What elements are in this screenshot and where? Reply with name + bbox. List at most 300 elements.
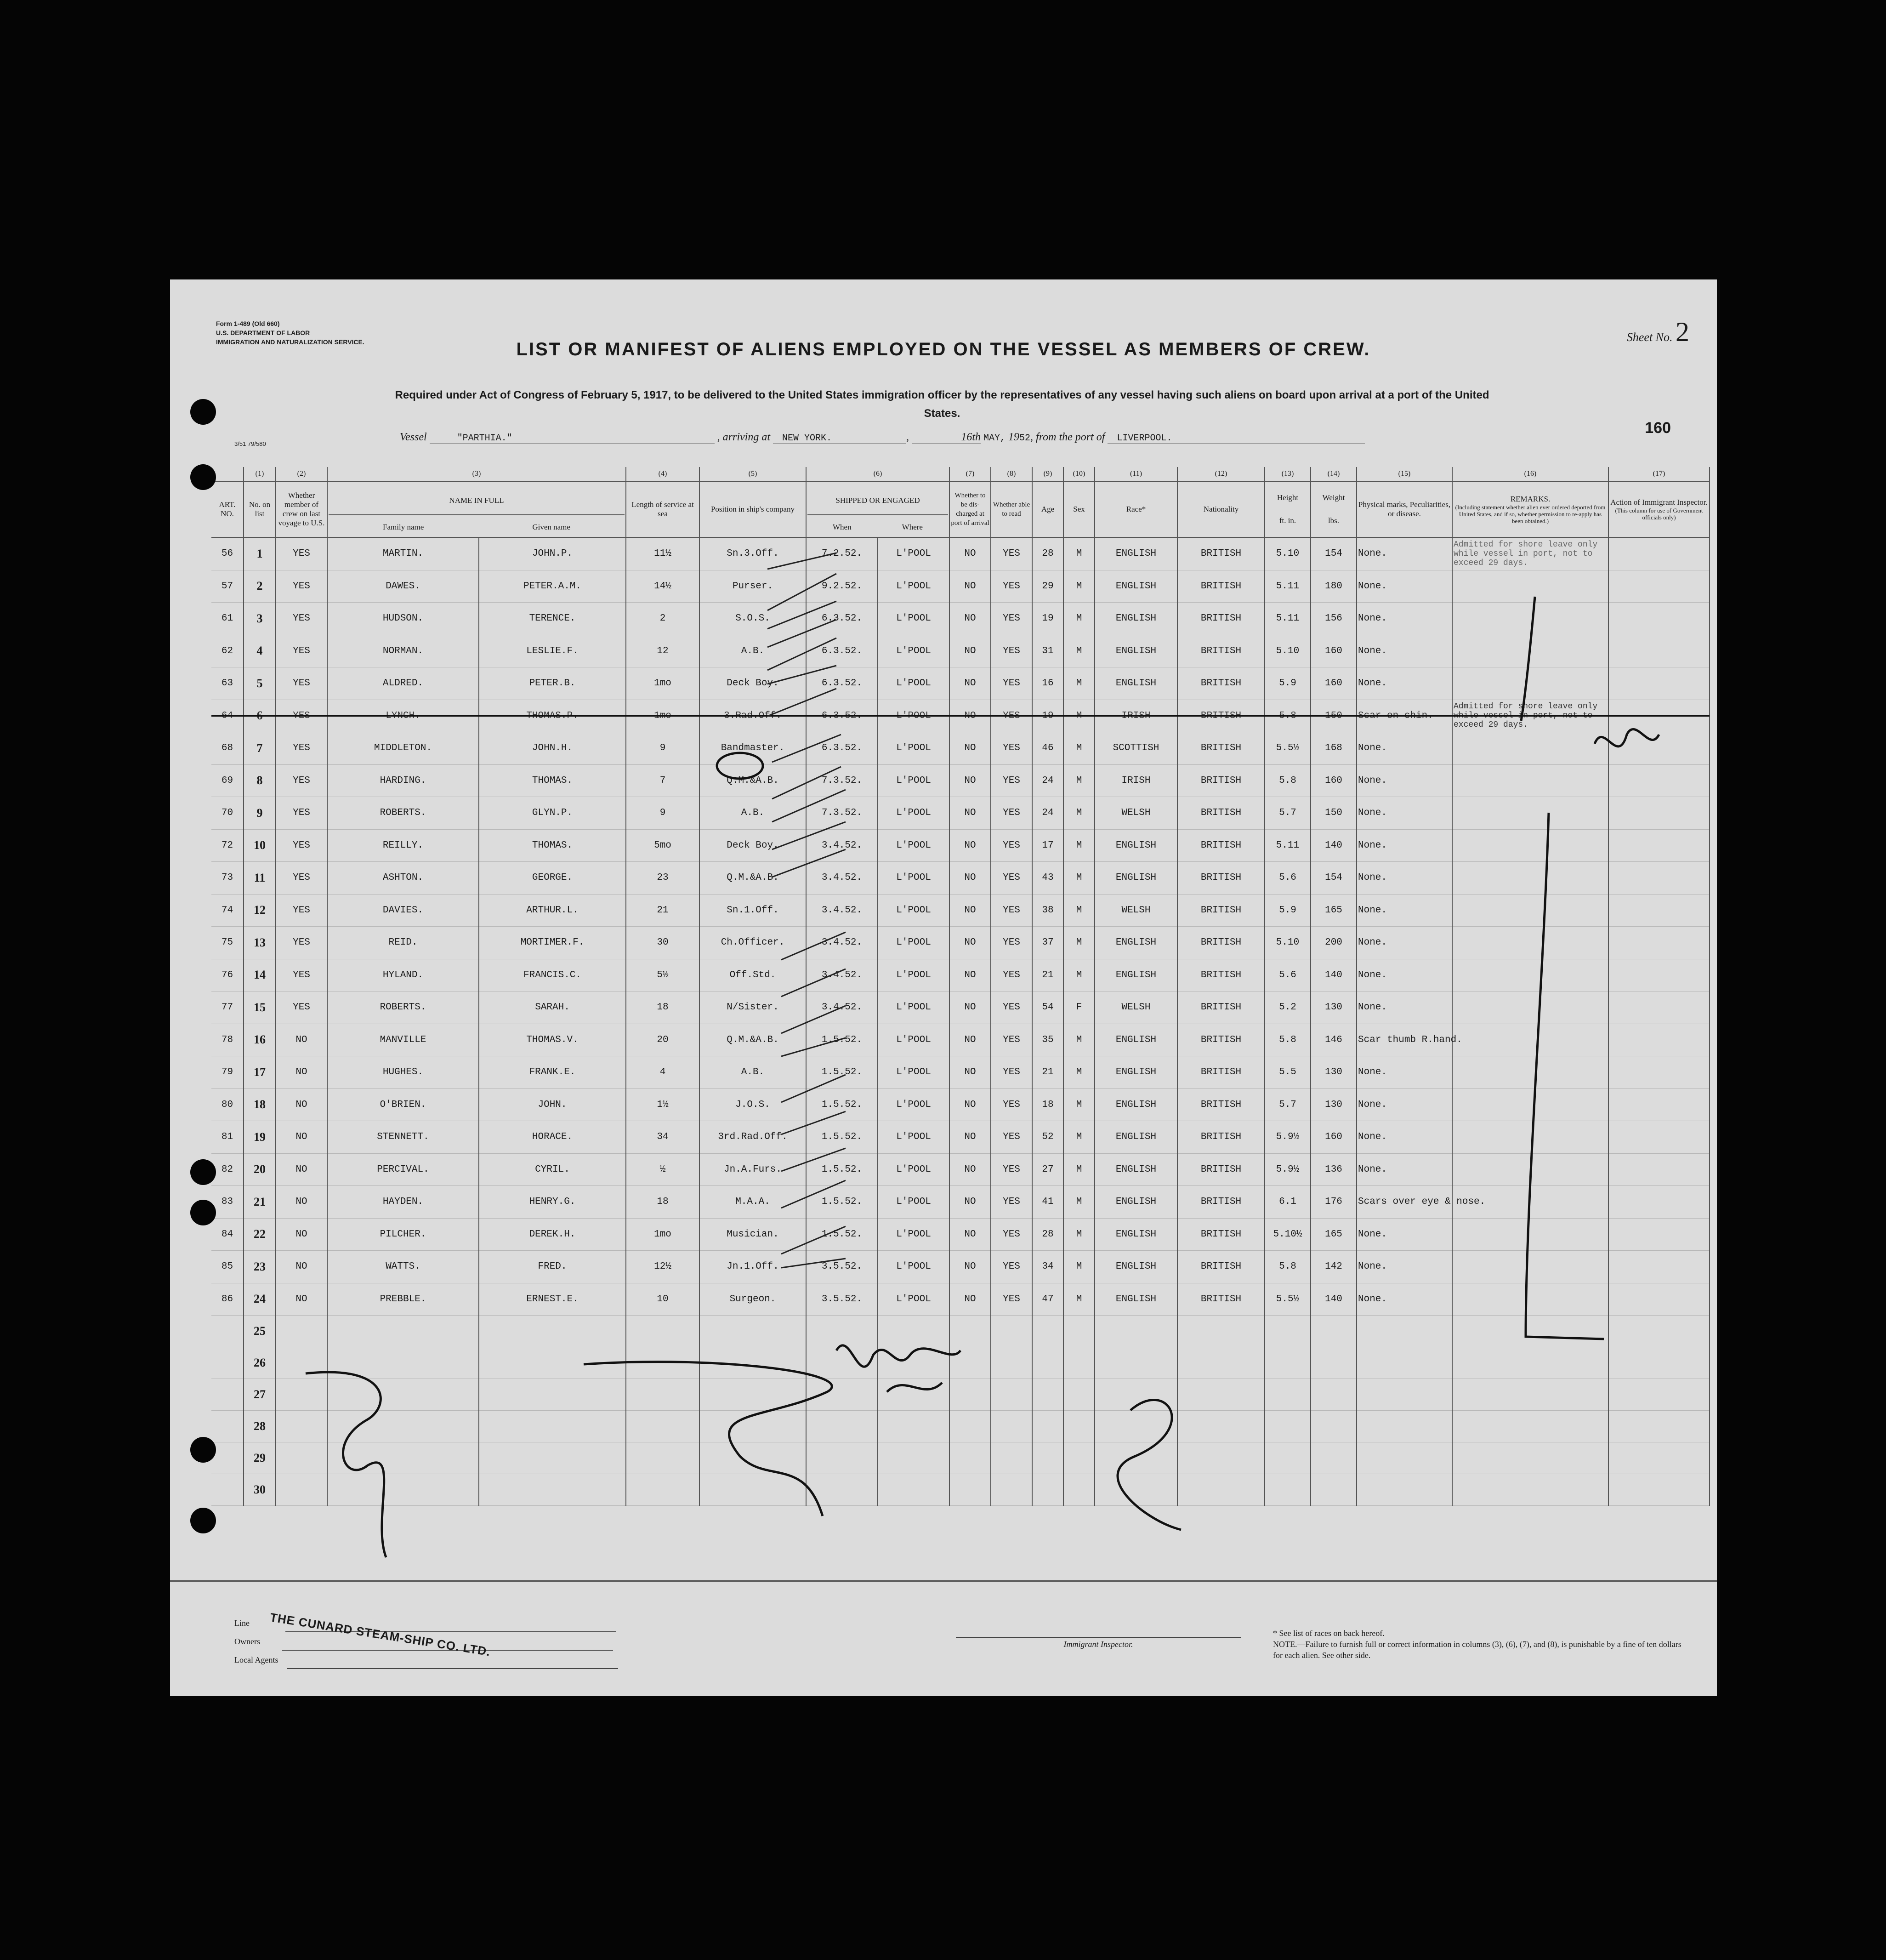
list-no-cell: 3 <box>244 603 276 635</box>
sex-cell: M <box>1063 1218 1095 1251</box>
col-num: (13) <box>1265 467 1311 481</box>
header-art-no: ART. NO. <box>211 481 244 537</box>
member-last-voyage-cell: NO <box>276 1088 327 1121</box>
position-cell: Q.M.&A.B. <box>699 1024 806 1056</box>
shipped-where-cell: L'POOL <box>878 764 949 797</box>
age-cell: 46 <box>1032 732 1063 765</box>
service-length-cell: 9 <box>626 797 699 830</box>
able-to-read-cell: YES <box>991 894 1032 927</box>
position-cell: Bandmaster. <box>699 732 806 765</box>
able-to-read-cell: YES <box>991 862 1032 895</box>
discharged-cell: NO <box>949 635 991 667</box>
height-unit: ft. in. <box>1279 516 1296 525</box>
shipped-when-cell: 6.3.52. <box>806 732 878 765</box>
position-cell: A.B. <box>699 797 806 830</box>
nationality-cell: BRITISH <box>1177 1121 1265 1154</box>
agents-label: Local Agents <box>234 1655 278 1664</box>
position-cell: N/Sister. <box>699 991 806 1024</box>
art-no-cell: 82 <box>211 1153 244 1186</box>
shipped-when-cell: 3.4.52. <box>806 862 878 895</box>
discharged-cell: NO <box>949 537 991 570</box>
owners-label: Owners <box>234 1637 260 1646</box>
sex-cell: M <box>1063 1153 1095 1186</box>
member-last-voyage-cell: NO <box>276 1056 327 1089</box>
stamp-number: 160 <box>1645 419 1671 437</box>
nationality-cell: BRITISH <box>1177 570 1265 603</box>
shipped-where-cell: L'POOL <box>878 862 949 895</box>
weight-cell: 130 <box>1311 1088 1357 1121</box>
able-to-read-cell: YES <box>991 829 1032 862</box>
sheet-value: 2 <box>1676 317 1689 347</box>
weight-cell: 165 <box>1311 1218 1357 1251</box>
height-cell: 5.11 <box>1265 603 1311 635</box>
circle-mark <box>717 753 763 779</box>
physical-marks-cell: None. <box>1357 1283 1452 1316</box>
weight-cell: 136 <box>1311 1153 1357 1186</box>
nationality-cell: BRITISH <box>1177 603 1265 635</box>
family-name-cell: STENNETT. <box>327 1121 479 1154</box>
member-last-voyage-cell: YES <box>276 862 327 895</box>
list-no-cell: 19 <box>244 1121 276 1154</box>
height-cell: 5.10 <box>1265 537 1311 570</box>
name-in-full-label: NAME IN FULL <box>329 487 625 515</box>
age-cell: 38 <box>1032 894 1063 927</box>
given-name-cell: PETER.B. <box>479 667 626 700</box>
position-cell: Deck Boy. <box>699 829 806 862</box>
weight-cell: 160 <box>1311 1121 1357 1154</box>
height-cell: 5.9 <box>1265 667 1311 700</box>
race-cell: WELSH <box>1095 894 1177 927</box>
list-no-cell: 4 <box>244 635 276 667</box>
height-cell: 5.2 <box>1265 991 1311 1024</box>
shipped-where-cell: L'POOL <box>878 537 949 570</box>
given-name-cell: MORTIMER.F. <box>479 927 626 959</box>
col-num: (5) <box>699 467 806 481</box>
able-to-read-cell: YES <box>991 1088 1032 1121</box>
member-last-voyage-cell: NO <box>276 1121 327 1154</box>
weight-cell: 146 <box>1311 1024 1357 1056</box>
list-no-cell: 21 <box>244 1186 276 1219</box>
able-to-read-cell: YES <box>991 1283 1032 1316</box>
age-cell: 43 <box>1032 862 1063 895</box>
list-no-cell: 12 <box>244 894 276 927</box>
service-length-cell: 20 <box>626 1024 699 1056</box>
given-name-cell: JOHN.P. <box>479 537 626 570</box>
given-name-cell: JOHN. <box>479 1088 626 1121</box>
races-note: * See list of races on back hereof. <box>1273 1629 1385 1638</box>
service-length-cell: ½ <box>626 1153 699 1186</box>
height-cell: 5.5 <box>1265 1056 1311 1089</box>
position-cell: Purser. <box>699 570 806 603</box>
able-to-read-cell: YES <box>991 1251 1032 1283</box>
shipped-when-cell: 7.2.52. <box>806 537 878 570</box>
given-name-cell: GLYN.P. <box>479 797 626 830</box>
position-cell: Sn.3.Off. <box>699 537 806 570</box>
signature <box>836 1345 960 1392</box>
service-length-cell: 11½ <box>626 537 699 570</box>
position-cell: Sn.1.Off. <box>699 894 806 927</box>
arrival-year: 52 <box>1019 433 1031 444</box>
able-to-read-cell: YES <box>991 1121 1032 1154</box>
col-num: (10) <box>1063 467 1095 481</box>
age-cell: 17 <box>1032 829 1063 862</box>
family-name-cell: REILLY. <box>327 829 479 862</box>
list-no-cell: 24 <box>244 1283 276 1316</box>
given-name-cell: LESLIE.F. <box>479 635 626 667</box>
service-length-cell: 30 <box>626 927 699 959</box>
sex-cell: M <box>1063 797 1095 830</box>
given-name-cell: ERNEST.E. <box>479 1283 626 1316</box>
arriving-label: , arriving at <box>717 431 770 443</box>
height-cell: 5.9½ <box>1265 1153 1311 1186</box>
age-cell: 31 <box>1032 635 1063 667</box>
nationality-cell: BRITISH <box>1177 537 1265 570</box>
member-last-voyage-cell: NO <box>276 1153 327 1186</box>
age-cell: 35 <box>1032 1024 1063 1056</box>
art-no-cell: 76 <box>211 959 244 991</box>
family-name-cell: HARDING. <box>327 764 479 797</box>
given-name-cell: PETER.A.M. <box>479 570 626 603</box>
shipped-where-cell: L'POOL <box>878 1186 949 1219</box>
height-cell: 5.9½ <box>1265 1121 1311 1154</box>
discharged-cell: NO <box>949 1283 991 1316</box>
shipped-where-cell: L'POOL <box>878 894 949 927</box>
discharged-cell: NO <box>949 959 991 991</box>
list-no-cell: 18 <box>244 1088 276 1121</box>
weight-cell: 154 <box>1311 537 1357 570</box>
given-name-cell: GEORGE. <box>479 862 626 895</box>
family-name-cell: DAVIES. <box>327 894 479 927</box>
nationality-cell: BRITISH <box>1177 1153 1265 1186</box>
art-no-cell: 80 <box>211 1088 244 1121</box>
nationality-cell: BRITISH <box>1177 1056 1265 1089</box>
race-cell: ENGLISH <box>1095 667 1177 700</box>
discharged-cell: NO <box>949 894 991 927</box>
col-num: (8) <box>991 467 1032 481</box>
departure-port: LIVERPOOL. <box>1108 433 1365 444</box>
year-prefix: 19 <box>1008 431 1020 443</box>
able-to-read-cell: YES <box>991 1218 1032 1251</box>
height-cell: 5.8 <box>1265 1251 1311 1283</box>
list-no-cell: 13 <box>244 927 276 959</box>
given-name-cell: HENRY.G. <box>479 1186 626 1219</box>
weight-cell: 154 <box>1311 862 1357 895</box>
nationality-cell: BRITISH <box>1177 1283 1265 1316</box>
sex-cell: M <box>1063 570 1095 603</box>
age-cell: 54 <box>1032 991 1063 1024</box>
race-cell: SCOTTISH <box>1095 732 1177 765</box>
shipped-when-cell: 6.3.52. <box>806 635 878 667</box>
service-length-cell: 34 <box>626 1121 699 1154</box>
header-physical-marks: Physical marks, Peculiarities, or disease. <box>1357 481 1452 537</box>
member-last-voyage-cell: NO <box>276 1218 327 1251</box>
shipped-where-cell: L'POOL <box>878 635 949 667</box>
height-cell: 5.6 <box>1265 959 1311 991</box>
family-name-cell: HAYDEN. <box>327 1186 479 1219</box>
art-no-cell: 75 <box>211 927 244 959</box>
nationality-cell: BRITISH <box>1177 862 1265 895</box>
race-cell: WELSH <box>1095 991 1177 1024</box>
nationality-cell: BRITISH <box>1177 927 1265 959</box>
col-num: (6) <box>806 467 949 481</box>
shipped-where-cell: L'POOL <box>878 1218 949 1251</box>
list-no-cell: 28 <box>244 1411 276 1442</box>
race-cell: ENGLISH <box>1095 1056 1177 1089</box>
family-name-cell: HUGHES. <box>327 1056 479 1089</box>
remarks-note: (Including statement whether alien ever ordered deported from United States, and if so, whether permission to re-apply has been obtained.) <box>1455 503 1606 524</box>
age-cell: 21 <box>1032 959 1063 991</box>
height-cell: 5.10 <box>1265 927 1311 959</box>
physical-marks-cell: None. <box>1357 667 1452 700</box>
punch-hole <box>190 1200 216 1225</box>
shipped-where-cell: L'POOL <box>878 959 949 991</box>
weight-cell: 180 <box>1311 570 1357 603</box>
service-length-cell: 1mo <box>626 667 699 700</box>
member-last-voyage-cell: YES <box>276 829 327 862</box>
family-name-cell: HYLAND. <box>327 959 479 991</box>
form-code: 3/51 79/580 <box>234 440 266 447</box>
weight-cell: 160 <box>1311 667 1357 700</box>
department: U.S. DEPARTMENT OF LABOR <box>216 329 310 336</box>
list-no-cell: 17 <box>244 1056 276 1089</box>
age-cell: 47 <box>1032 1283 1063 1316</box>
family-name-cell: O'BRIEN. <box>327 1088 479 1121</box>
action-note: (This column for use of Government officials only) <box>1615 507 1703 521</box>
member-last-voyage-cell: YES <box>276 894 327 927</box>
nationality-cell: BRITISH <box>1177 1088 1265 1121</box>
col-num: (12) <box>1177 467 1265 481</box>
family-name-cell: MIDDLETON. <box>327 732 479 765</box>
height-cell: 5.10½ <box>1265 1218 1311 1251</box>
discharged-cell: NO <box>949 1153 991 1186</box>
arrival-port: NEW YORK. <box>773 433 906 444</box>
punch-hole <box>190 1508 216 1533</box>
sex-cell: M <box>1063 732 1095 765</box>
header-member: Whether member of crew on last voyage to U.S. <box>276 481 327 537</box>
shipped-where-cell: L'POOL <box>878 1056 949 1089</box>
sex-cell: M <box>1063 1088 1095 1121</box>
remarks-cell: Admitted for shore leave only exceed 29 days. <box>1452 700 1608 732</box>
art-no-cell: 86 <box>211 1283 244 1316</box>
service-length-cell: 12 <box>626 635 699 667</box>
shipped-when-cell: 7.3.52. <box>806 797 878 830</box>
shipped-when-cell: 3.4.52. <box>806 991 878 1024</box>
shipped-when-cell: 6.3.52. <box>806 667 878 700</box>
service-length-cell: 12½ <box>626 1251 699 1283</box>
sex-cell: M <box>1063 862 1095 895</box>
header-service-length: Length of service at sea <box>626 481 699 537</box>
race-cell: ENGLISH <box>1095 959 1177 991</box>
family-name-cell: WATTS. <box>327 1251 479 1283</box>
service-length-cell: 18 <box>626 991 699 1024</box>
family-name-cell: ROBERTS. <box>327 991 479 1024</box>
shipped-label: SHIPPED OR ENGAGED <box>807 487 948 515</box>
shipped-when-cell: 9.2.52. <box>806 570 878 603</box>
service-length-cell: 5½ <box>626 959 699 991</box>
age-cell: 28 <box>1032 537 1063 570</box>
position-cell: Q.M.&A.B. <box>699 862 806 895</box>
discharged-cell: NO <box>949 991 991 1024</box>
height-cell: 5.11 <box>1265 829 1311 862</box>
sex-cell: M <box>1063 1024 1095 1056</box>
age-cell: 24 <box>1032 797 1063 830</box>
list-no-cell: 16 <box>244 1024 276 1056</box>
race-cell: ENGLISH <box>1095 1218 1177 1251</box>
punch-hole <box>190 464 216 490</box>
family-name-cell: NORMAN. <box>327 635 479 667</box>
able-to-read-cell: YES <box>991 764 1032 797</box>
shipped-where-cell: L'POOL <box>878 603 949 635</box>
shipped-where-cell: L'POOL <box>878 1153 949 1186</box>
shipped-where-cell: L'POOL <box>878 570 949 603</box>
member-last-voyage-cell: YES <box>276 667 327 700</box>
weight-cell: 160 <box>1311 764 1357 797</box>
shipped-when-cell: 1.5.52. <box>806 1024 878 1056</box>
physical-marks-cell: None. <box>1357 1121 1452 1154</box>
col-num: (16) <box>1452 467 1608 481</box>
physical-marks-cell: None. <box>1357 1218 1452 1251</box>
handwritten-marks <box>170 279 1717 1696</box>
member-last-voyage-cell: YES <box>276 732 327 765</box>
race-cell: ENGLISH <box>1095 1186 1177 1219</box>
given-name-cell: THOMAS. <box>479 829 626 862</box>
art-no-cell: 62 <box>211 635 244 667</box>
given-name-cell: FRANK.E. <box>479 1056 626 1089</box>
service-length-cell: 1½ <box>626 1088 699 1121</box>
check-marks <box>767 553 846 1268</box>
family-name-cell: MARTIN. <box>327 537 479 570</box>
position-cell: Q.M.&A.B. <box>699 764 806 797</box>
art-no-cell: 81 <box>211 1121 244 1154</box>
col-num: (7) <box>949 467 991 481</box>
nationality-cell: BRITISH <box>1177 959 1265 991</box>
member-last-voyage-cell: YES <box>276 603 327 635</box>
race-cell: ENGLISH <box>1095 1088 1177 1121</box>
physical-marks-cell: None. <box>1357 635 1452 667</box>
shipped-when-cell: 1.5.52. <box>806 1121 878 1154</box>
art-no-cell: 56 <box>211 537 244 570</box>
shipped-where-cell: L'POOL <box>878 1283 949 1316</box>
form-number: Form 1-489 (Old 660) <box>216 320 280 327</box>
member-last-voyage-cell: YES <box>276 797 327 830</box>
service-length-cell: 4 <box>626 1056 699 1089</box>
when-label: When <box>833 523 852 531</box>
weight-cell: 176 <box>1311 1186 1357 1219</box>
scribble-center <box>584 1362 832 1516</box>
able-to-read-cell: YES <box>991 927 1032 959</box>
art-no-cell: 69 <box>211 764 244 797</box>
age-cell: 18 <box>1032 1088 1063 1121</box>
member-last-voyage-cell: YES <box>276 635 327 667</box>
shipped-where-cell: L'POOL <box>878 1121 949 1154</box>
family-name-cell: ALDRED. <box>327 667 479 700</box>
given-name-cell: THOMAS. <box>479 764 626 797</box>
physical-marks-cell: None. <box>1357 862 1452 895</box>
art-no-cell: 61 <box>211 603 244 635</box>
scribble-left <box>306 1372 386 1557</box>
fine-note: NOTE.—Failure to furnish full or correct information in columns (3), (6), (7), and (8), is punishable by a fine of ten dollars for each alien. See other side. <box>1273 1640 1681 1660</box>
art-no-cell: 83 <box>211 1186 244 1219</box>
page-title: LIST OR MANIFEST OF ALIENS EMPLOYED ON THE VESSEL AS MEMBERS OF CREW. <box>516 339 1371 359</box>
page-subtitle: Required under Act of Congress of February 5, 1917, to be delivered to the United States immigration officer by the representatives of any vessel having such aliens on board upon arrival at a port of the United States. <box>395 389 1489 420</box>
nationality-cell: BRITISH <box>1177 797 1265 830</box>
shipped-where-cell: L'POOL <box>878 1088 949 1121</box>
age-cell: 34 <box>1032 1251 1063 1283</box>
art-no-cell: 72 <box>211 829 244 862</box>
service-length-cell: 10 <box>626 1283 699 1316</box>
sex-cell: M <box>1063 1186 1095 1219</box>
height-cell: 5.11 <box>1265 570 1311 603</box>
given-name-cell: FRANCIS.C. <box>479 959 626 991</box>
discharged-cell: NO <box>949 1121 991 1154</box>
art-no-cell: 68 <box>211 732 244 765</box>
sex-cell: M <box>1063 635 1095 667</box>
discharged-cell: NO <box>949 1056 991 1089</box>
shipped-when-cell: 3.4.52. <box>806 829 878 862</box>
weight-label: Weight <box>1322 493 1345 502</box>
nationality-cell: BRITISH <box>1177 764 1265 797</box>
race-cell: IRISH <box>1095 764 1177 797</box>
sex-cell: M <box>1063 603 1095 635</box>
nationality-cell: BRITISH <box>1177 991 1265 1024</box>
remarks-cell: Admitted for shore leave only while vessel in port, not to exceed 29 days. <box>1452 537 1608 570</box>
nationality-cell: BRITISH <box>1177 894 1265 927</box>
discharged-cell: NO <box>949 1218 991 1251</box>
weight-cell: 160 <box>1311 635 1357 667</box>
able-to-read-cell: YES <box>991 1186 1032 1219</box>
list-no-cell: 25 <box>244 1316 276 1347</box>
art-no-cell: 77 <box>211 991 244 1024</box>
header-age: Age <box>1032 481 1063 537</box>
service-length-cell: 9 <box>626 732 699 765</box>
header-position: Position in ship's company <box>699 481 806 537</box>
shipped-when-cell: 1.5.52. <box>806 1056 878 1089</box>
sex-cell: M <box>1063 829 1095 862</box>
col-num: (17) <box>1608 467 1710 481</box>
position-cell: J.O.S. <box>699 1088 806 1121</box>
nationality-cell: BRITISH <box>1177 1218 1265 1251</box>
member-last-voyage-cell: NO <box>276 1024 327 1056</box>
nationality-cell: BRITISH <box>1177 732 1265 765</box>
position-cell: 3rd.Rad.Off. <box>699 1121 806 1154</box>
col-num: (4) <box>626 467 699 481</box>
able-to-read-cell: YES <box>991 797 1032 830</box>
height-cell: 5.9 <box>1265 894 1311 927</box>
service-length-cell: 5mo <box>626 829 699 862</box>
nationality-cell: BRITISH <box>1177 635 1265 667</box>
list-no-cell: 29 <box>244 1442 276 1474</box>
list-no-cell: 7 <box>244 732 276 765</box>
shipped-when-cell: 3.4.52. <box>806 894 878 927</box>
position-cell: A.B. <box>699 1056 806 1089</box>
able-to-read-cell: YES <box>991 732 1032 765</box>
sex-cell: F <box>1063 991 1095 1024</box>
race-cell: ENGLISH <box>1095 1153 1177 1186</box>
art-no-cell: 84 <box>211 1218 244 1251</box>
physical-marks-cell: None. <box>1357 959 1452 991</box>
list-no-cell: 1 <box>244 537 276 570</box>
discharged-cell: NO <box>949 1186 991 1219</box>
race-cell: ENGLISH <box>1095 927 1177 959</box>
able-to-read-cell: YES <box>991 1056 1032 1089</box>
discharged-cell: NO <box>949 1024 991 1056</box>
family-name-cell: ASHTON. <box>327 862 479 895</box>
family-name-cell: PERCIVAL. <box>327 1153 479 1186</box>
vessel-name: "PARTHIA." <box>430 433 715 444</box>
weight-cell: 150 <box>1311 797 1357 830</box>
able-to-read-cell: YES <box>991 667 1032 700</box>
sex-cell: M <box>1063 1283 1095 1316</box>
